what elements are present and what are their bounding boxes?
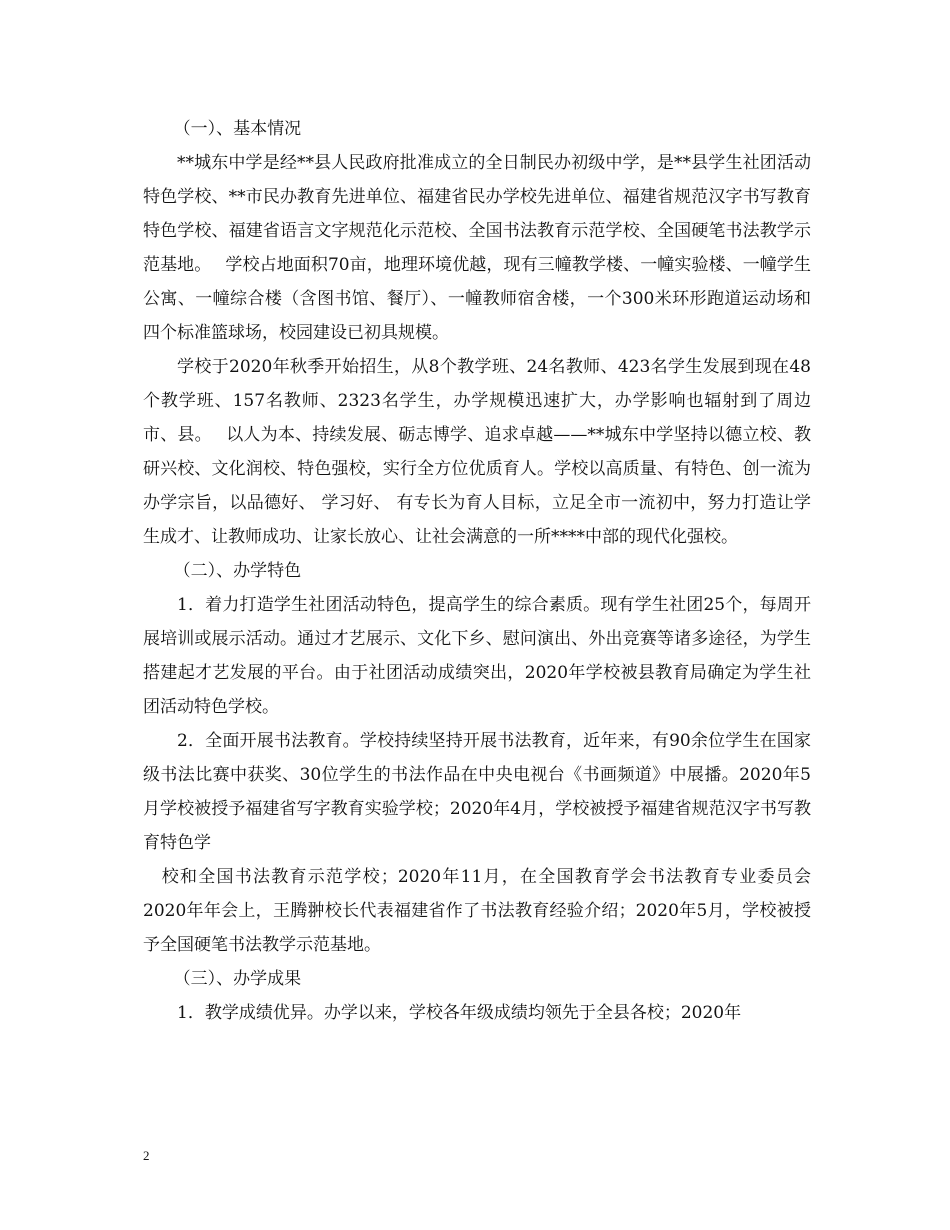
paragraph-teaching-results: 1．教学成绩优异。办学以来，学校各年级成绩均领先于全县各校；2020年 [177,1003,742,1023]
section-heading-achievements: （三）、办学成果 [173,969,302,989]
document-body [143,112,811,1030]
paragraph-calligraphy-education: 2．全面开展书法教育。学校持续坚持开展书法教育，近年来，有90余位学生在国家级书法比赛中获奖、30位学生的书法作品在中央电视台《书画频道》中展播。2020年5月学校被授予福建省写字教育实验学校；2020年4月，学校被授予福建省规范汉字书写教育特色学 [143,731,811,853]
paragraph-club-activities: 1．着力打造学生社团活动特色，提高学生的综合素质。现有学生社团25个，每周开展培训或展示活动。通过才艺展示、文化下乡、慰问演出、外出竞赛等诸多途径，为学生搭建起才艺发展的平台。由于社团活动成绩突出，2020年学校被县教育局确定为学生社团活动特色学校。 [143,595,811,717]
page-number: 2 [143,1148,150,1163]
paragraph-calligraphy-continued: 校和全国书法教育示范学校；2020年11月，在全国教育学会书法教育专业委员会2020年年会上，王腾翀校长代表福建省作了书法教育经验介绍；2020年5月，学校被授予全国硬笔书法教学示范基地。 [143,867,811,955]
section-heading-basic: （一）、基本情况 [173,119,302,139]
paragraph-school-intro: **城东中学是经**县人民政府批准成立的全日制民办初级中学，是**县学生社团活动特色学校、**市民办教育先进单位、福建省民办学校先进单位、福建省规范汉字书写教育特色学校、福建省语言文字规范化示范校、全国书法教育示范学校、全国硬笔书法教学示范基地。 学校占地面积70亩，地理环境优越，现有三幢教学楼、一幢实验楼、一幢学生公寓、一幢综合楼（含图书馆、餐厅）、一幢教师宿舍楼，一个300米环形跑道运动场和四个标准篮球场，校园建设已初具规模。 [143,153,811,343]
paragraph-school-development: 学校于2020年秋季开始招生，从8个教学班、24名教师、423名学生发展到现在48个教学班、157名教师、2323名学生，办学规模迅速扩大，办学影响也辐射到了周边市、县。 以人为本、持续发展、砺志博学、追求卓越——**城东中学坚持以德立校、教研兴校、文化润校、特色强校，实行全方位优质育人。学校以高质量、有特色、创一流为办学宗旨，以品德好、 学习好、 有专长为育人目标，立足全市一流初中，努力打造让学生成才、让教师成功、让家长放心、让社会满意的一所****中部的现代化强校。 [143,357,811,547]
section-heading-features: （二）、办学特色 [173,561,302,581]
